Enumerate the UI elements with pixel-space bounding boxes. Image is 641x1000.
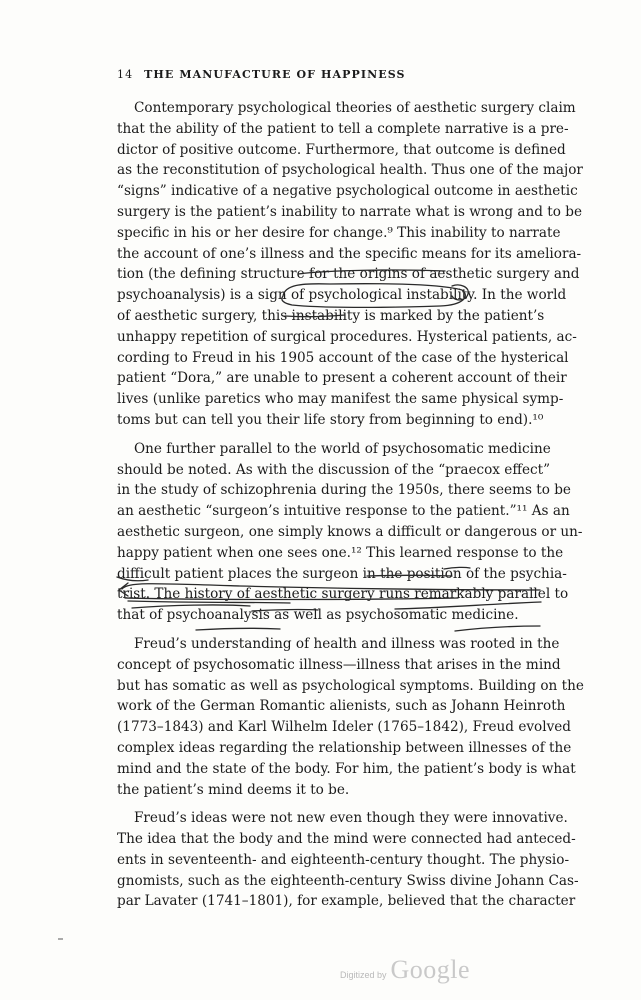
text-line: difficult patient places the surgeon in the position of the psychia- xyxy=(117,565,567,582)
text-line: lives (unlike paretics who may manifest the same physical symp- xyxy=(117,391,564,408)
text-line: in the study of schizophrenia during the 1950s, there seems to be xyxy=(117,482,571,499)
text-line: One further parallel to the world of psychosomatic medicine xyxy=(134,440,551,457)
scan-speck xyxy=(58,938,63,940)
page-number: 14 xyxy=(117,68,134,81)
paragraph xyxy=(117,439,583,626)
paragraph xyxy=(117,98,583,431)
text-line: tion (the defining structure for the origins of aesthetic surgery and xyxy=(117,266,580,283)
text-line: concept of psychosomatic illness—illness that arises in the mind xyxy=(117,656,561,673)
text-line: trist. The history of aesthetic surgery runs remarkably parallel to xyxy=(117,586,569,603)
text-line: gnomists, such as the eighteenth-century Swiss divine Johann Cas- xyxy=(117,872,579,889)
text-line: of aesthetic surgery, this instability is marked by the patient’s xyxy=(117,307,545,324)
text-line: Contemporary psychological theories of aesthetic surgery claim xyxy=(134,100,576,116)
text-line: Freud’s understanding of health and illness was rooted in the xyxy=(134,635,560,652)
text-line: complex ideas regarding the relationship between illnesses of the xyxy=(117,739,572,756)
paragraph xyxy=(117,808,579,912)
text-line: (1773–1843) and Karl Wilhelm Ideler (1765–1842), Freud evolved xyxy=(117,719,572,736)
text-line: happy patient when one sees one.¹² This learned response to the xyxy=(117,544,564,561)
watermark-brand: Google xyxy=(390,955,471,984)
paragraph xyxy=(117,634,584,800)
text-line: that the ability of the patient to tell a complete narrative is a pre- xyxy=(117,120,569,137)
text-line: but has somatic as well as psychological symptoms. Building on the xyxy=(117,677,584,694)
text-line: that of psychoanalysis as well as psychosomatic medicine. xyxy=(117,607,519,624)
text-line: mind and the state of the body. For him, the patient’s body is what xyxy=(117,760,576,777)
text-line: should be noted. As with the discussion of the “praecox effect” xyxy=(117,461,551,478)
text-line: toms but can tell you their life story from beginning to end).¹⁰ xyxy=(117,411,544,428)
google-watermark xyxy=(340,955,470,985)
running-head-title: THE MANUFACTURE OF HAPPINESS xyxy=(144,68,406,81)
text-line: patient “Dora,” are unable to present a coherent account of their xyxy=(117,370,567,387)
text-line: ents in seventeenth- and eighteenth-century thought. The physio- xyxy=(117,851,570,868)
text-line: Freud’s ideas were not new even though they were innovative. xyxy=(134,810,568,827)
text-line: dictor of positive outcome. Furthermore, that outcome is defined xyxy=(117,141,566,158)
text-line: The idea that the body and the mind were connected had anteced- xyxy=(117,831,576,848)
text-line: as the reconstitution of psychological health. Thus one of the major xyxy=(117,162,583,179)
text-line: aesthetic surgeon, one simply knows a difficult or dangerous or un- xyxy=(117,523,583,540)
text-line: psychoanalysis) is a sign of psychological instability. In the world xyxy=(117,287,567,304)
text-line: an aesthetic “surgeon’s intuitive response to the patient.”¹¹ As an xyxy=(117,503,570,520)
text-line: the account of one’s illness and the specific means for its ameliora- xyxy=(117,245,582,262)
body-text xyxy=(117,98,584,920)
text-line: unhappy repetition of surgical procedures. Hysterical patients, ac- xyxy=(117,328,577,345)
text-line: surgery is the patient’s inability to narrate what is wrong and to be xyxy=(117,203,582,220)
text-line: “signs” indicative of a negative psychological outcome in aesthetic xyxy=(117,183,578,200)
running-head xyxy=(117,68,406,81)
text-line: the patient’s mind deems it to be. xyxy=(117,781,350,798)
text-line: par Lavater (1741–1801), for example, believed that the character xyxy=(117,893,576,910)
text-line: specific in his or her desire for change.⁹ This inability to narrate xyxy=(117,224,561,241)
watermark-prefix: Digitized by xyxy=(340,970,387,980)
text-line: work of the German Romantic alienists, such as Johann Heinroth xyxy=(117,698,566,715)
text-line: cording to Freud in his 1905 account of the case of the hysterical xyxy=(117,349,569,366)
